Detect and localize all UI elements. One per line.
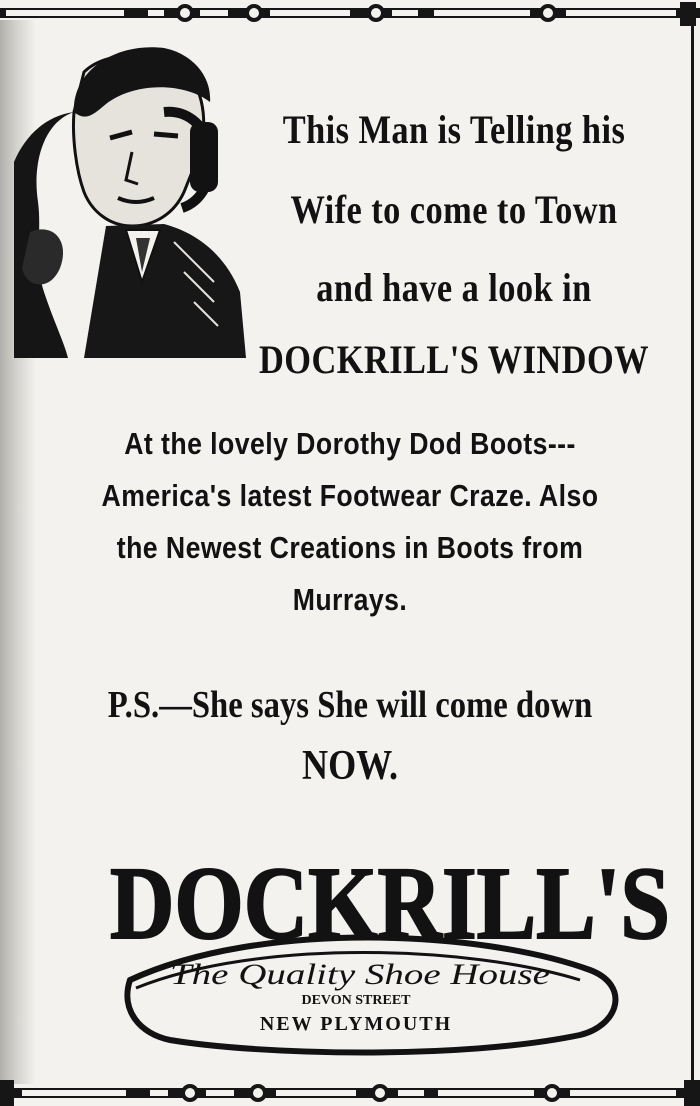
logo-name: DOCKRILL'S	[110, 846, 670, 961]
postscript-line-1: P.S.—She says She will come down	[107, 684, 593, 726]
man-telephone-portrait-icon	[14, 42, 246, 358]
bottom-border-ornament	[0, 1080, 700, 1106]
headline-line-1: This Man is Telling his	[282, 107, 626, 152]
body-line-3: the Newest Creations in Boots from	[116, 530, 584, 565]
postscript-line-2: NOW.	[301, 743, 399, 789]
logo-town: NEW PLYMOUTH	[259, 1013, 453, 1035]
dockrills-logo	[60, 820, 680, 1060]
logo-tagline: The Quality Shoe House	[170, 958, 550, 991]
body-line-2: America's latest Footwear Craze. Also	[101, 478, 599, 513]
body-line-1: At the lovely Dorothy Dod Boots---	[124, 426, 576, 461]
right-border-rule	[691, 22, 694, 1080]
headline-line-4: DOCKRILL'S WINDOW	[259, 337, 649, 382]
headline-line-3: and have a look in	[316, 265, 592, 310]
logo-street: DEVON STREET	[301, 993, 411, 1008]
headline-line-2: Wife to come to Town	[290, 187, 618, 232]
body-line-4: Murrays.	[292, 582, 408, 617]
top-border-ornament	[0, 0, 700, 26]
